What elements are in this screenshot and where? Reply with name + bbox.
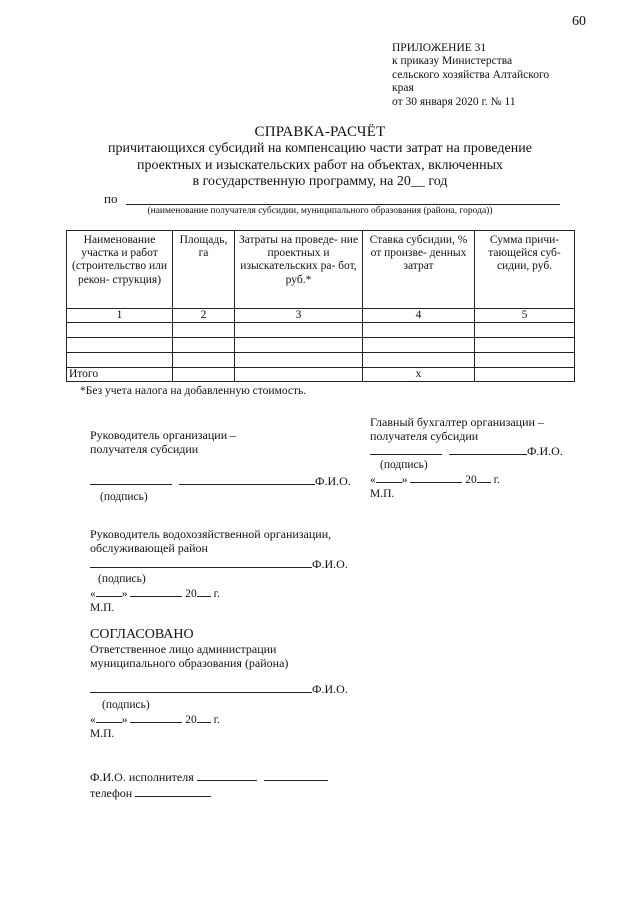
day-line[interactable]: [376, 472, 402, 483]
year-suffix: г.: [493, 474, 500, 486]
day-line[interactable]: [96, 712, 122, 723]
footnote: *Без учета налога на добавленную стоимость.: [80, 385, 307, 397]
head-of-org-title: Руководитель организации –: [90, 428, 237, 442]
fio-label: Ф.И.О.: [527, 444, 563, 458]
signature-hint: (подпись): [380, 459, 428, 471]
table-cell[interactable]: [67, 338, 173, 353]
signature-hint: (подпись): [102, 699, 150, 711]
water-org-title: Руководитель водохозяйственной организации,: [90, 527, 332, 541]
table-cell[interactable]: [235, 353, 363, 368]
agreed-heading: СОГЛАСОВАНО: [90, 627, 194, 642]
fio-label: Ф.И.О.: [312, 557, 348, 571]
month-line[interactable]: [130, 586, 182, 597]
recipient-field-line[interactable]: [126, 204, 560, 205]
fio-label: Ф.И.О.: [315, 474, 351, 488]
appendix-line: сельского хозяйства Алтайского: [392, 68, 550, 81]
header-rate: Ставка субсидии, % от произве- денных затрат: [363, 231, 475, 309]
table-cell[interactable]: [173, 323, 235, 338]
year-line[interactable]: [477, 472, 491, 483]
chief-accountant-subtitle: получателя субсидии: [370, 429, 479, 443]
document-subtitle: [0, 141, 640, 191]
table-cell[interactable]: [235, 338, 363, 353]
year-line[interactable]: [197, 712, 211, 723]
year-suffix: г.: [213, 588, 220, 600]
column-number: 1: [67, 309, 173, 323]
executor-name-line[interactable]: [197, 770, 257, 781]
chief-accountant-block: [370, 415, 563, 501]
table-cell[interactable]: [363, 338, 475, 353]
date-open: «: [90, 714, 96, 726]
table-cell[interactable]: [235, 323, 363, 338]
stamp-label: М.П.: [90, 602, 115, 614]
subtitle-line: проектных и изыскательских работ на объектах, включенных: [136, 157, 504, 173]
fio-label: Ф.И.О.: [312, 682, 348, 696]
month-line[interactable]: [130, 712, 182, 723]
date-close: »: [121, 588, 128, 600]
column-number: 4: [363, 309, 475, 323]
executor-phone-label: телефон: [90, 786, 133, 800]
table-cell[interactable]: [67, 323, 173, 338]
recipient-hint: (наименование получателя субсидии, муниципального образования (района, города)): [147, 206, 493, 216]
header-amount: Сумма причи- тающейся суб- сидии, руб.: [475, 231, 575, 309]
table-cell[interactable]: [363, 323, 475, 338]
date-open: «: [90, 588, 96, 600]
date-close: »: [121, 714, 128, 726]
appendix-line: ПРИЛОЖЕНИЕ 31: [392, 42, 487, 54]
head-of-org-block: [90, 428, 351, 504]
date-open: «: [370, 474, 376, 486]
head-of-org-subtitle: получателя субсидии: [90, 442, 199, 456]
stamp-label: М.П.: [90, 728, 115, 740]
table-cell[interactable]: [173, 338, 235, 353]
total-row: [67, 368, 575, 382]
name-line[interactable]: [449, 444, 527, 455]
subsidy-table: [66, 230, 575, 382]
table-cell[interactable]: [475, 368, 575, 382]
document-title: СПРАВКА-РАСЧЁТ: [254, 124, 386, 140]
column-number: 3: [235, 309, 363, 323]
appendix-line: от 30 января 2020 г. № 11: [392, 95, 516, 108]
signature-line[interactable]: [370, 444, 442, 455]
month-line[interactable]: [410, 472, 462, 483]
table-cell[interactable]: [475, 323, 575, 338]
table-row: [67, 338, 575, 353]
year-suffix: г.: [213, 714, 220, 726]
name-line[interactable]: [90, 557, 312, 568]
stamp-label: М.П.: [370, 488, 395, 500]
executor-phone-line[interactable]: [135, 786, 211, 797]
table-row: [67, 323, 575, 338]
agreed-title: Ответственное лицо администрации: [90, 642, 277, 656]
executor-block: [90, 770, 328, 800]
date-close: »: [401, 474, 408, 486]
agreed-block: [90, 627, 348, 741]
table-header-row: [67, 231, 575, 309]
chief-accountant-title: Главный бухгалтер организации –: [370, 415, 544, 429]
appendix-line: края: [392, 82, 414, 95]
table-cell[interactable]: [475, 338, 575, 353]
executor-name-line-2[interactable]: [264, 770, 328, 781]
recipient-label: по: [104, 191, 118, 206]
header-area: Площадь, га: [173, 231, 235, 309]
name-line[interactable]: [179, 474, 315, 485]
table-cell[interactable]: [67, 353, 173, 368]
total-label: Итого: [67, 368, 173, 382]
table-row: [67, 353, 575, 368]
table-cell[interactable]: [235, 368, 363, 382]
signature-hint: (подпись): [100, 491, 148, 503]
total-rate-cell: x: [363, 368, 475, 382]
year-label: 20: [465, 474, 477, 486]
page-number: 60: [572, 14, 586, 29]
water-org-block: [90, 527, 348, 615]
column-number: 5: [475, 309, 575, 323]
appendix-line: к приказу Министерства: [392, 55, 513, 68]
executor-name-label: Ф.И.О. исполнителя: [90, 770, 194, 784]
year-label: 20: [185, 588, 197, 600]
table-cell[interactable]: [173, 368, 235, 382]
appendix-block: [392, 42, 549, 109]
table-cell[interactable]: [173, 353, 235, 368]
day-line[interactable]: [96, 586, 122, 597]
water-org-subtitle: обслуживающей район: [90, 541, 208, 555]
table-cell[interactable]: [363, 353, 475, 368]
column-number: 2: [173, 309, 235, 323]
table-cell[interactable]: [475, 353, 575, 368]
header-section: Наименование участка и работ (строительство или рекон- струкция): [67, 231, 173, 309]
agreed-subtitle: муниципального образования (района): [90, 656, 289, 670]
column-number-row: [67, 309, 575, 323]
signature-line[interactable]: [90, 474, 172, 485]
name-line[interactable]: [90, 682, 312, 693]
signature-hint: (подпись): [98, 573, 146, 585]
year-line[interactable]: [197, 586, 211, 597]
subtitle-line: причитающихся субсидий на компенсацию части затрат на проведение: [108, 141, 532, 156]
subtitle-line: в государственную программу, на 20__ год: [192, 174, 448, 189]
header-costs: Затраты на проведе- ние проектных и изыскательских ра- бот, руб.*: [235, 231, 363, 309]
year-label: 20: [185, 714, 197, 726]
